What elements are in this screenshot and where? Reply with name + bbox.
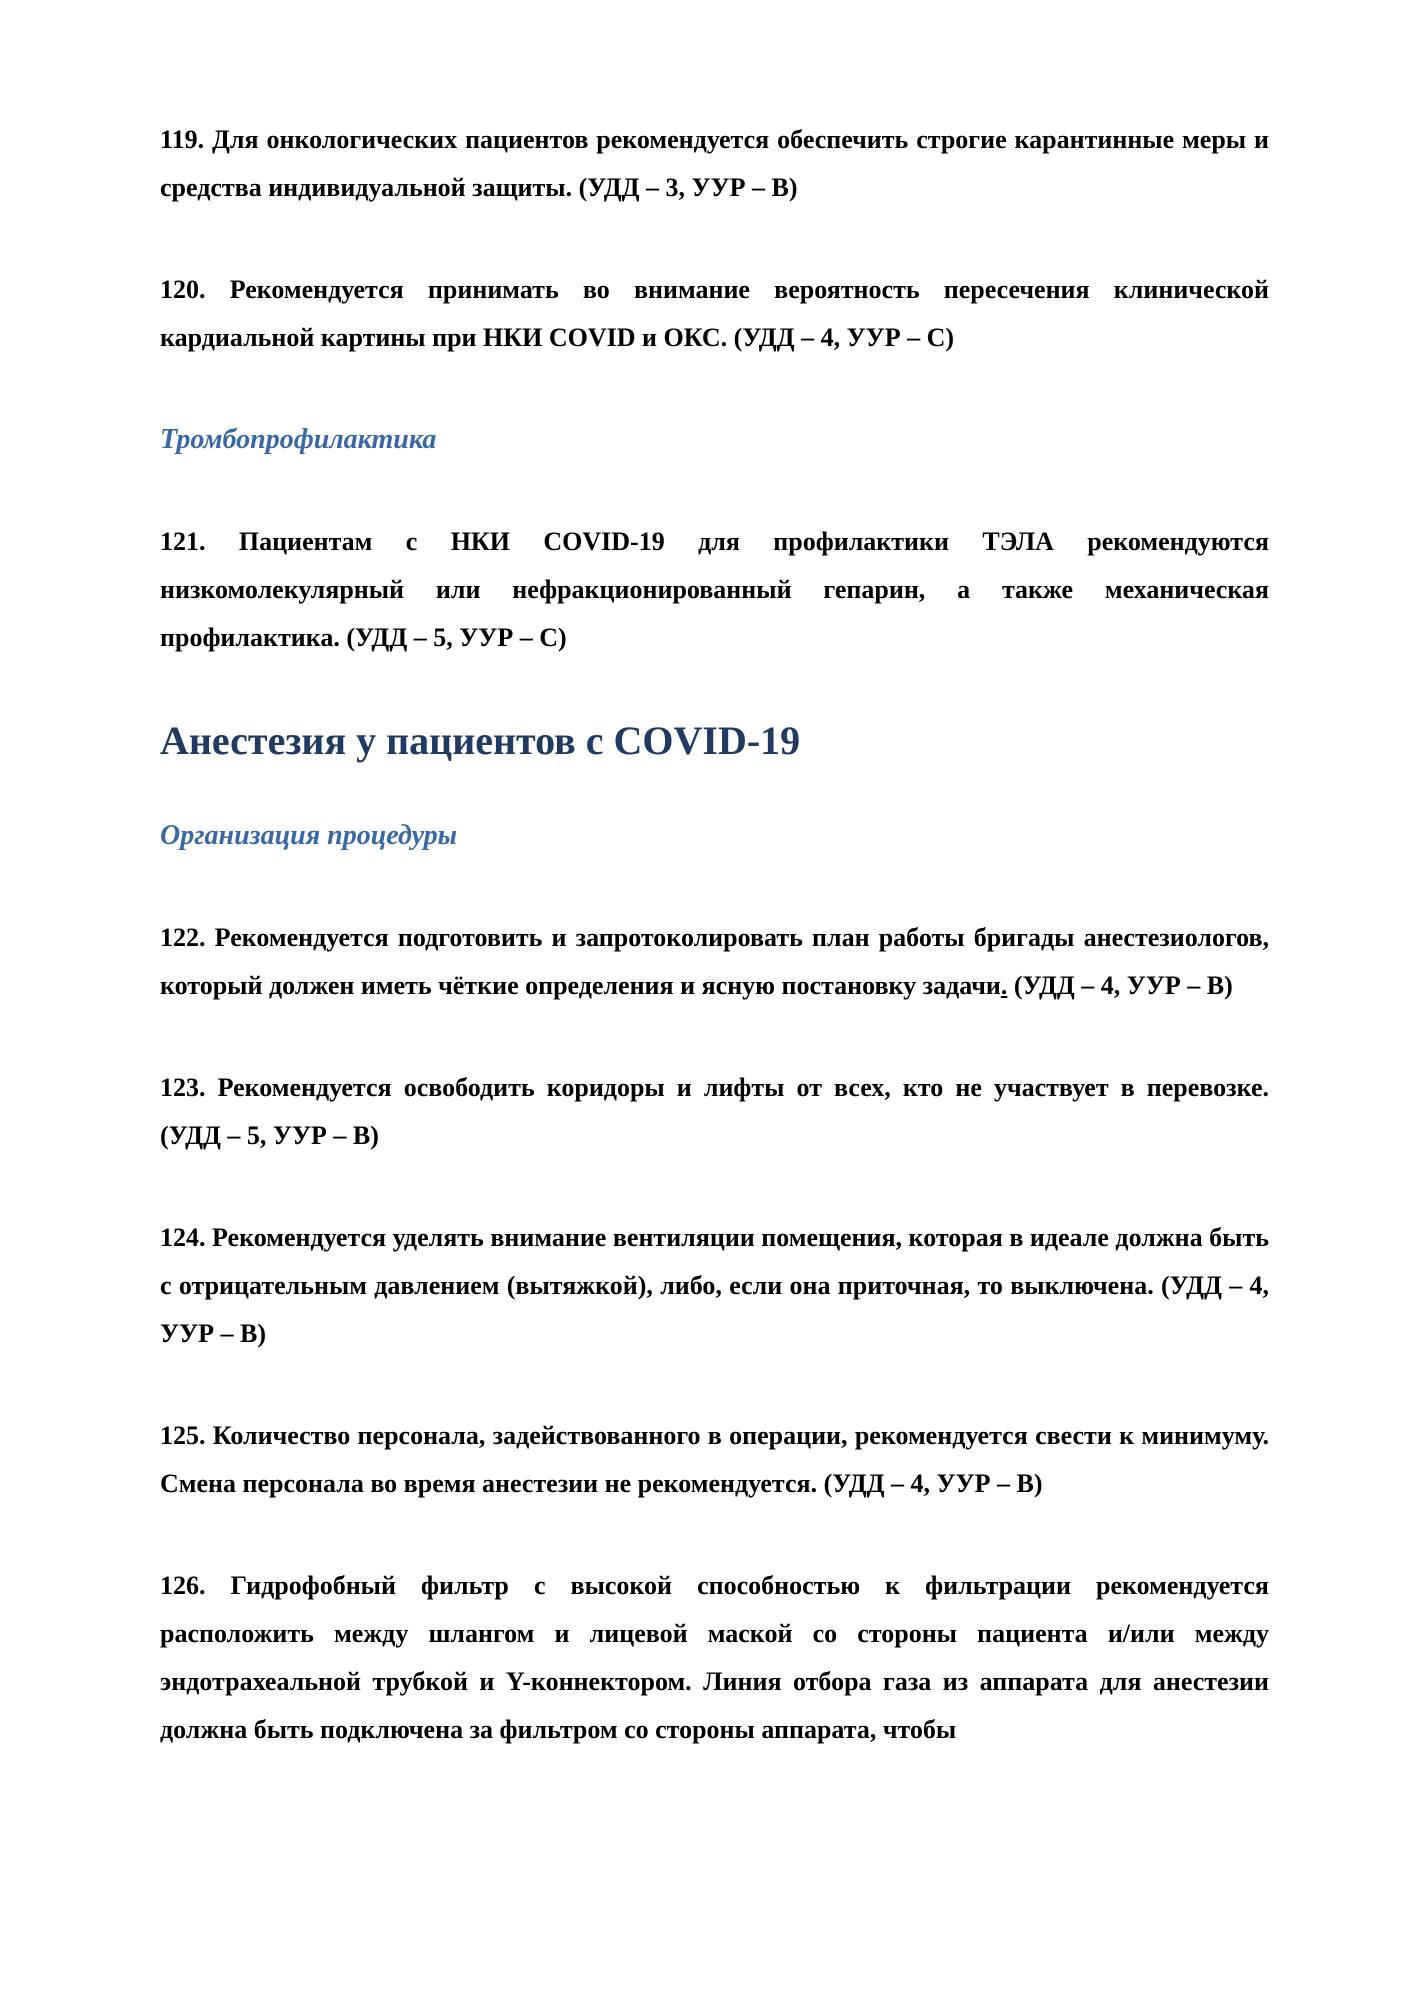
recommendation-122-text: 122. Рекомендуется подготовить и запротоколировать план работы бригады анестезиологов, который должен иметь чёткие определения и ясную постановку задачи [160,923,1269,1000]
recommendation-122-underlined-period: . [1000,971,1008,1000]
subsection-heading-procedure-organization: Организация процедуры [160,820,458,851]
recommendation-120: 120. Рекомендуется принимать во внимание вероятность пересечения клинической кардиальной картины при НКИ COVID и ОКС. (УДД – 4, УУР – С) [160,275,1269,352]
recommendation-123: 123. Рекомендуется освободить коридоры и лифты от всех, кто не участвует в перевозке. (УДД – 5, УУР – В) [160,1073,1269,1150]
recommendation-119: 119. Для онкологических пациентов рекомендуется обеспечить строгие карантинные меры и средства индивидуальной защиты. (УДД – 3, УУР – В) [160,125,1269,202]
recommendation-122-grade: (УДД – 4, УУР – В) [1007,971,1233,1000]
subsection-heading-thromboprophylaxis: Тромбопрофилактика [160,424,437,455]
recommendation-124: 124. Рекомендуется уделять внимание вентиляции помещения, которая в идеале должна быть с отрицательным давлением (вытяжкой), либо, если она приточная, то выключена. (УДД – 4, УУР – В) [160,1223,1269,1348]
recommendation-121: 121. Пациентам с НКИ COVID-19 для профилактики ТЭЛА рекомендуются низкомолекулярный или нефракционированный гепарин, а также механическая профилактика. (УДД – 5, УУР – С) [160,527,1269,652]
recommendation-122 [160,914,1269,1010]
section-heading-anesthesia-covid19: Анестезия у пациентов с COVID-19 [160,718,801,763]
recommendation-125: 125. Количество персонала, задействованного в операции, рекомендуется свести к минимуму. Смена персонала во время анестезии не рекомендуется. (УДД – 4, УУР – В) [160,1421,1269,1498]
recommendation-126: 126. Гидрофобный фильтр с высокой способностью к фильтрации рекомендуется расположить между шлангом и лицевой маской со стороны пациента и/или между эндотрахеальной трубкой и Y-коннектором. Линия отбора газа из аппарата для анестезии должна быть подключена за фильтром со стороны аппарата, чтобы [160,1571,1269,1744]
